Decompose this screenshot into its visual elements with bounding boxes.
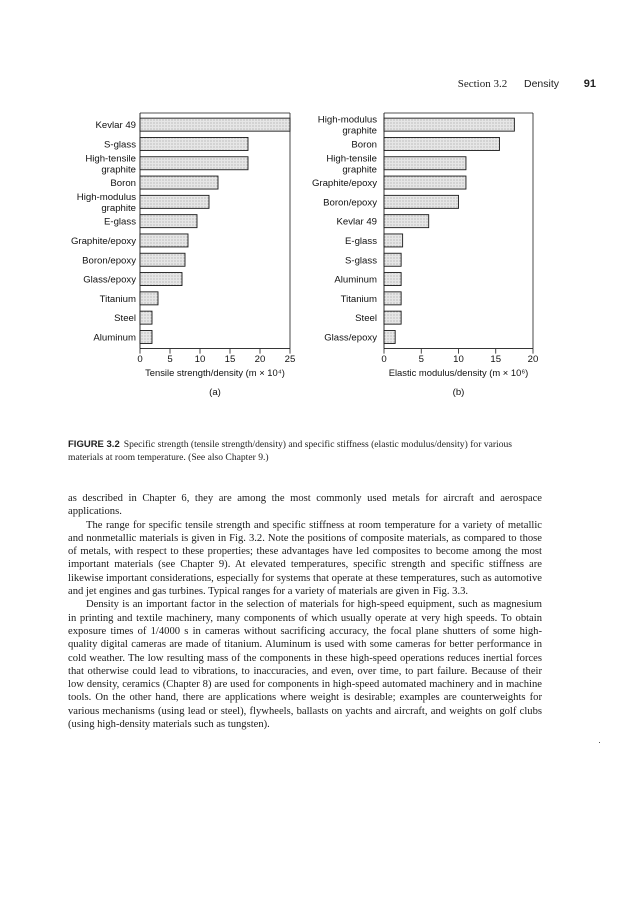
chart-panel-b [312, 113, 538, 398]
figure-label: FIGURE 3.2 [68, 439, 120, 450]
x-tick-label: 20 [254, 354, 266, 365]
x-tick-label: 5 [418, 354, 424, 365]
bar [384, 234, 403, 247]
category-label: Kevlar 49 [336, 216, 377, 228]
category-label: Boron [110, 178, 136, 190]
x-tick-label: 5 [167, 354, 173, 365]
chart-panel-a [71, 113, 295, 398]
category-label: Graphite/epoxy [70, 235, 136, 247]
body-text [68, 492, 542, 731]
section-topic: Density [523, 78, 559, 90]
bar [140, 253, 185, 266]
page-mark: · [598, 737, 601, 747]
x-axis-label: Tensile strength/density (m × 10⁴) [145, 367, 285, 378]
category-label: High-tensile [85, 153, 136, 165]
category-label: Boron [351, 139, 377, 151]
category-label: Steel [355, 313, 377, 325]
bar [384, 330, 395, 343]
x-tick-label: 25 [284, 354, 296, 365]
bar [140, 330, 152, 343]
category-label: E-glass [104, 216, 136, 228]
bar [384, 118, 514, 131]
x-tick-label: 15 [224, 354, 236, 365]
bar [140, 311, 152, 324]
x-tick-label: 10 [194, 354, 206, 365]
bar [140, 292, 158, 305]
category-label: S-glass [104, 139, 136, 151]
panel-label: (b) [452, 387, 465, 398]
category-label: graphite [101, 164, 136, 176]
bar [140, 176, 218, 189]
bar [140, 215, 197, 228]
paragraph-1: as described in Chapter 6, they are among the most commonly used metals for aircraft and aerospace applications. [68, 493, 542, 518]
category-label: Glass/epoxy [324, 332, 377, 344]
category-label: Titanium [99, 293, 136, 305]
bar [384, 311, 401, 324]
category-label: High-tensile [326, 153, 377, 165]
paragraph-3: Density is an important factor in the selection of materials for high-speed equipment, such as magnesium in printing and textile machinery, many components of which usually operate at very high speeds. To obtain exposure times of 1/4000 s in cameras without sacrificing accuracy, the focal plane shutters of some high-quality digital cameras are made of titanium. Aluminum is used with some cameras for better performance in cold weather. The low resulting mass of the components in these high-speed operations reduces inertial forces that otherwise could lead to vibrations, to inaccuracies, and even, over time, to part failure. Because of their low density, ceramics (Chapter 8) are used for components in high-speed automated machinery and in machine tools. On the other hand, there are applications where weight is desirable; examples are counterweights for various mechanisms (using lead or steel), flywheels, ballasts on yachts and aircraft, and weights on golf clubs (using high-density materials such as tungsten). [68, 599, 542, 731]
category-label: E-glass [345, 235, 377, 247]
panel-label: (a) [209, 387, 221, 398]
category-label: Aluminum [93, 332, 136, 344]
bar [140, 137, 248, 150]
category-label: S-glass [345, 255, 377, 267]
category-label: Titanium [340, 293, 377, 305]
figure-3-2-charts [0, 95, 636, 405]
paragraph-2: The range for specific tensile strength and specific stiffness at room temperature for a variety of metallic and nonmetallic materials is given in Fig. 3.2. Note the positions of composite materials, as compared to those of metals, with respect to these properties; these advantages have led composites to become among the most important materials (see Chapter 9). At elevated temperatures, specific strength and specific stiffness are likewise important considerations, especially for systems that operate at these temperatures, such as automotive and jet engines and gas turbines. Typical ranges for a variety of materials are given in Fig. 3.3. [68, 519, 542, 598]
bar [384, 157, 466, 170]
bar [384, 292, 401, 305]
category-label: graphite [101, 202, 136, 214]
bar [384, 215, 429, 228]
x-tick-label: 15 [490, 354, 502, 365]
bar [140, 157, 248, 170]
category-label: High-modulus [317, 114, 377, 126]
bar [384, 253, 401, 266]
category-label: Aluminum [334, 274, 377, 286]
category-label: Boron/epoxy [82, 255, 136, 267]
bar [140, 118, 290, 131]
x-tick-label: 0 [381, 354, 387, 365]
x-tick-label: 10 [453, 354, 464, 365]
category-label: Graphite/epoxy [311, 178, 377, 190]
bar [384, 195, 459, 208]
bar [140, 195, 209, 208]
category-label: Kevlar 49 [95, 120, 136, 132]
section-label: Section 3.2 [457, 78, 508, 90]
running-head [458, 78, 596, 90]
bar [384, 137, 499, 150]
page-number: 91 [583, 78, 596, 90]
x-tick-label: 20 [527, 354, 539, 365]
x-axis-label: Elastic modulus/density (m × 10⁶) [388, 367, 529, 378]
figure-caption-text: Specific strength (tensile strength/density) and specific stiffness (elastic modulus/density) for various materials at room temperature. (See also Chapter 9.) [68, 439, 513, 463]
category-label: Boron/epoxy [323, 197, 377, 209]
figure-caption [68, 438, 538, 464]
bar [384, 176, 466, 189]
category-label: Steel [114, 313, 136, 325]
category-label: graphite [342, 164, 377, 176]
bar [384, 273, 401, 286]
x-tick-label: 0 [137, 354, 143, 365]
bar [140, 234, 188, 247]
category-label: High-modulus [76, 191, 136, 203]
category-label: Glass/epoxy [83, 274, 136, 286]
bar [140, 273, 182, 286]
category-label: graphite [342, 125, 377, 137]
